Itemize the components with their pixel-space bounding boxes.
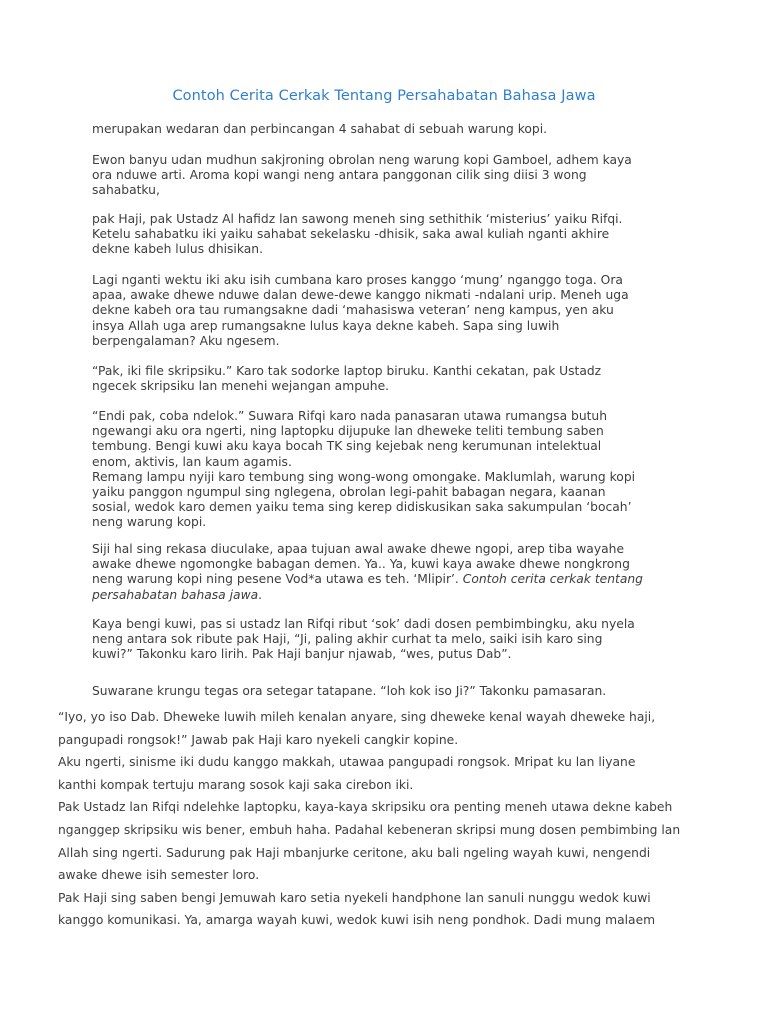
- text-line: berpengalaman? Aku ngesem.: [92, 333, 280, 348]
- text-line: neng antara sok ribute pak Haji, “Ji, paling akhir curhat ta melo, saiki isih karo sing: [92, 632, 603, 647]
- text-line: dekne kabeh lulus dhisikan.: [92, 242, 263, 257]
- italic-keyword-phrase: Contoh cerita cerkak tentang: [462, 572, 643, 587]
- paragraph-1: [92, 122, 692, 137]
- text-line: awake dhewe isih semester loro.: [58, 868, 260, 883]
- text-line: Suwarane krungu tegas ora setegar tatapane. “loh kok iso Ji?” Takonku pamasaran.: [92, 684, 607, 698]
- text-line: sahabatku,: [92, 183, 160, 198]
- document-title: Contoh Cerita Cerkak Tentang Persahabatan Bahasa Jawa: [172, 88, 596, 104]
- text-line: [92, 588, 692, 603]
- text-line: pangupadi rongsok!” Jawab pak Haji karo nyekeli cangkir kopine.: [58, 732, 459, 747]
- paragraph-9: [92, 684, 692, 699]
- text-line: Aku ngerti, sinisme iki dudu kanggo makkah, utawaa pangupadi rongsok. Mripat ku lan liyane: [58, 755, 636, 770]
- text-line: insya Allah uga arep rumangsakne lulus kaya dekne kabeh. Sapa sing luwih: [92, 318, 560, 333]
- text-line: ngewangi aku ora ngerti, ning laptopku dijupuke lan dheweke teliti tembung saben: [92, 424, 604, 439]
- text-line: Allah sing ngerti. Sadurung pak Haji mbanjurke ceritone, aku bali ngeling wayah kuwi, nengendi: [58, 845, 651, 860]
- text-line: dekne kabeh ora tau rumangsakne dadi ‘mahasiswa veteran’ neng kampus, yen aku: [92, 303, 614, 318]
- text-line: kanthi kompak tertuju marang sosok kaji saka cirebon iki.: [58, 777, 414, 792]
- text-line: [92, 572, 692, 587]
- italic-keyword-phrase: persahabatan bahasa jawa: [92, 587, 259, 602]
- text-line: Ewon banyu udan mudhun sakjroning obrolan neng warung kopi Gamboel, adhem kaya: [92, 153, 632, 167]
- paragraph-lower: [58, 706, 718, 932]
- text-line: apaa, awake dhewe nduwe dalan dewe-dewe kanggo nikmati -ndalani urip. Meneh uga: [92, 288, 629, 303]
- paragraph-3: [92, 212, 692, 258]
- text-line: Siji hal sing rekasa diuculake, apaa tujuan awal awake dhewe ngopi, arep tiba wayahe: [92, 542, 625, 556]
- text-line: Pak Ustadz lan Rifqi ndelehke laptopku, kaya-kaya skripsiku ora penting meneh utawa dekne kabeh: [58, 800, 673, 815]
- text-line: awake dhewe ngomongke babagan demen. Ya.. Ya, kuwi kaya awake dhewe nongkrong: [92, 557, 630, 572]
- text-line: yaiku panggon ngumpul sing nglegena, obrolan legi-pahit babagan negara, kaanan: [92, 485, 606, 500]
- paragraph-4: [92, 273, 692, 349]
- text-line: ora nduwe arti. Aroma kopi wangi neng antara panggonan cilik sing diisi 3 wong: [92, 168, 587, 183]
- text-line: sosial, wedok karo demen yaiku tema sing kerep didiskusikan saka sakumpulan ‘bocah’: [92, 500, 632, 515]
- text-line: neng warung kopi.: [92, 515, 207, 530]
- text-line: Remang lampu nyiji karo tembung sing wong-wong omongake. Maklumlah, warung kopi: [92, 469, 636, 484]
- text-segment: .: [258, 587, 263, 602]
- paragraph-6: [92, 409, 692, 531]
- text-line: pak Haji, pak Ustadz Al hafidz lan sawong meneh sing sethithik ‘misterius’ yaiku Rifqi.: [92, 212, 623, 226]
- text-line: enom, aktivis, lan kaum agamis.: [92, 454, 292, 469]
- text-line: Ketelu sahabatku iki yaiku sahabat sekelasku -dhisik, saka awal kuliah nganti akhire: [92, 227, 610, 242]
- paragraph-8: [92, 617, 692, 663]
- paragraph-7: [92, 542, 692, 603]
- text-line: tembung. Bengi kuwi aku kaya bocah TK sing kejebak neng kerumunan intelektual: [92, 439, 602, 454]
- text-segment: neng warung kopi ning pesene Vod*a utawa es teh. ‘Mlipir’.: [92, 572, 463, 587]
- text-line: nganggep skripsiku wis bener, embuh haha. Padahal kebeneran skripsi mung dosen pembimbing lan: [58, 822, 681, 837]
- text-line: merupakan wedaran dan perbincangan 4 sahabat di sebuah warung kopi.: [92, 122, 548, 136]
- paragraph-5: [92, 364, 692, 394]
- text-line: ngecek skripsiku lan menehi wejangan ampuhe.: [92, 379, 390, 394]
- text-line: kuwi?” Takonku karo lirih. Pak Haji banjur njawab, “wes, putus Dab”.: [92, 647, 512, 662]
- text-line: kanggo komunikasi. Ya, amarga wayah kuwi, wedok kuwi isih neng pondhok. Dadi mung malaem: [58, 913, 656, 928]
- text-line: Lagi nganti wektu iki aku isih cumbana karo proses kanggo ‘mung’ nganggo toga. Ora: [92, 273, 623, 287]
- text-line: “Iyo, yo iso Dab. Dheweke luwih mileh kenalan anyare, sing dheweke kenal wayah dheweke haji,: [58, 710, 656, 724]
- paragraph-2: [92, 153, 692, 199]
- text-line: “Pak, iki file skripsiku.” Karo tak sodorke laptop biruku. Kanthi cekatan, pak Ustadz: [92, 364, 602, 378]
- text-line: Kaya bengi kuwi, pas si ustadz lan Rifqi ribut ‘sok’ dadi dosen pembimbingku, aku nyela: [92, 617, 635, 631]
- text-line: “Endi pak, coba ndelok.” Suwara Rifqi karo nada panasaran utawa rumangsa butuh: [92, 409, 608, 423]
- text-line: Pak Haji sing saben bengi Jemuwah karo setia nyekeli handphone lan sanuli nunggu wedok kuwi: [58, 890, 651, 905]
